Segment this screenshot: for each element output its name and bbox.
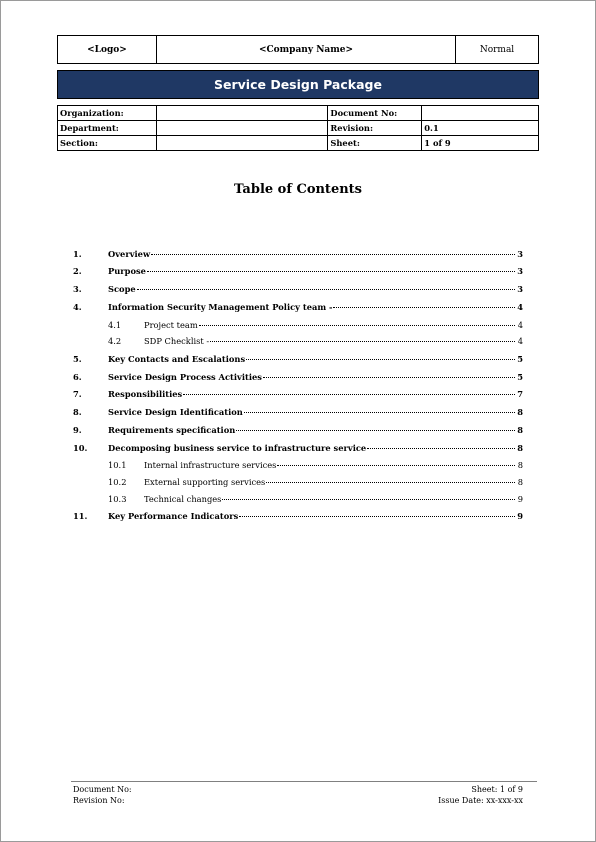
toc-leader-dots: [246, 359, 515, 360]
toc-entry-text: Service Design Identification: [108, 407, 243, 417]
toc-entry-page: 8: [517, 460, 523, 470]
toc-entry-number: 6.: [73, 372, 82, 382]
footer-row: [73, 785, 523, 796]
toc-entry-page: 8: [517, 443, 523, 453]
toc-entry-number: 3.: [73, 284, 82, 294]
toc-entry-text: SDP Checklist -: [144, 336, 210, 346]
toc-entry-number: 1.: [73, 249, 82, 259]
toc-entry[interactable]: [73, 266, 523, 278]
toc-leader-dots: [244, 412, 515, 413]
toc-entry-text: Information Security Management Policy team -: [108, 302, 333, 312]
toc-entry-text: Technical changes: [144, 494, 222, 504]
toc-leader-dots: [333, 307, 515, 308]
meta-row: [58, 121, 539, 136]
organization-label: Organization:: [58, 106, 157, 121]
toc-entry[interactable]: [73, 511, 523, 523]
toc-entry-page: 5: [517, 354, 523, 364]
toc-entry[interactable]: [73, 284, 523, 296]
toc-leader-dots: [199, 325, 515, 326]
toc-entry-text: Decomposing business service to infrastructure service: [108, 443, 367, 453]
toc-leader-dots: [367, 448, 515, 449]
toc-entry-text: Purpose: [108, 266, 146, 276]
toc-entry[interactable]: [73, 302, 523, 314]
toc-entry-page: 9: [517, 494, 523, 504]
toc-entry-number: 7.: [73, 389, 82, 399]
toc-entry-page: 5: [517, 372, 523, 382]
toc-entry-page: 8: [517, 425, 523, 435]
toc-entry-page: 8: [517, 407, 523, 417]
footer-row: [73, 796, 523, 807]
toc-subentry[interactable]: [73, 336, 523, 348]
toc-leader-dots: [239, 516, 515, 517]
toc-entry[interactable]: [73, 425, 523, 437]
department-label: Department:: [58, 121, 157, 136]
toc-entry-page: 3: [517, 249, 523, 259]
department-value: [156, 121, 328, 136]
toc-entry-page: 4: [517, 320, 523, 330]
sheet-value: 1 of 9: [422, 136, 539, 151]
toc-entry-text: External supporting services: [144, 477, 266, 487]
toc-entry-page: 9: [517, 511, 523, 521]
section-value: [156, 136, 328, 151]
toc-entry[interactable]: [73, 407, 523, 419]
toc-entry-number: 8.: [73, 407, 82, 417]
section-label: Section:: [58, 136, 157, 151]
document-meta-table: [57, 105, 539, 151]
toc-entry-page: 4: [517, 336, 523, 346]
meta-row: [58, 106, 539, 121]
toc-entry-page: 8: [517, 477, 523, 487]
toc-entry[interactable]: [73, 389, 523, 401]
toc-leader-dots: [277, 465, 515, 466]
sheet-label: Sheet:: [328, 136, 422, 151]
toc-entry-text: Internal infrastructure services: [144, 460, 277, 470]
toc-entry-text: Key Performance Indicators: [108, 511, 239, 521]
toc-heading: Table of Contents: [234, 182, 362, 197]
revision-label: Revision:: [328, 121, 422, 136]
toc-leader-dots: [263, 377, 515, 378]
document-no-value: [422, 106, 539, 121]
footer-issue-date: Issue Date: xx-xxx-xx: [438, 796, 523, 805]
toc-entry-number: 10.1: [108, 460, 127, 470]
toc-entry[interactable]: [73, 249, 523, 261]
toc-leader-dots: [137, 289, 515, 290]
toc-entry-number: 10.: [73, 443, 88, 453]
toc-leader-dots: [183, 394, 515, 395]
toc-leader-dots: [210, 341, 515, 342]
toc-subentry[interactable]: [73, 494, 523, 506]
footer-sheet: Sheet: 1 of 9: [471, 785, 523, 794]
toc-entry-number: 11.: [73, 511, 88, 521]
meta-row: [58, 136, 539, 151]
toc-leader-dots: [266, 482, 515, 483]
toc-entry-number: 9.: [73, 425, 82, 435]
footer-divider: [71, 781, 537, 782]
document-no-label: Document No:: [328, 106, 422, 121]
toc-entry-number: 10.3: [108, 494, 127, 504]
toc-entry-text: Scope: [108, 284, 136, 294]
toc-entry-page: 3: [517, 284, 523, 294]
document-title: Service Design Package: [57, 70, 539, 99]
toc-subentry[interactable]: [73, 320, 523, 332]
toc-leader-dots: [151, 254, 515, 255]
footer-document-no: Document No:: [73, 785, 132, 794]
toc-entry-text: Requirements specification: [108, 425, 236, 435]
toc-entry-number: 10.2: [108, 477, 127, 487]
toc-entry-number: 5.: [73, 354, 82, 364]
toc-leader-dots: [222, 499, 515, 500]
toc-entry-page: 4: [517, 302, 523, 312]
document-header: [57, 35, 539, 64]
logo-placeholder: <Logo>: [58, 36, 157, 63]
toc-entry-text: Key Contacts and Escalations: [108, 354, 246, 364]
toc-entry-number: 4.2: [108, 336, 122, 346]
toc-entry-page: 3: [517, 266, 523, 276]
toc-entry-number: 4.1: [108, 320, 122, 330]
toc-entry-text: Responsibilities: [108, 389, 183, 399]
organization-value: [156, 106, 328, 121]
toc-leader-dots: [147, 271, 515, 272]
revision-value: 0.1: [422, 121, 539, 136]
classification-status: Normal: [479, 44, 515, 55]
toc-entry-text: Service Design Process Activities: [108, 372, 262, 382]
toc-entry[interactable]: [73, 443, 523, 455]
toc-entry-text: Overview: [108, 249, 151, 259]
toc-entry-text: Project team: [144, 320, 198, 330]
toc-subentry[interactable]: [73, 460, 523, 472]
toc-entry-page: 7: [517, 389, 523, 399]
toc-entry[interactable]: [73, 354, 523, 366]
page-footer: [73, 785, 523, 807]
toc-leader-dots: [236, 430, 515, 431]
toc-entry-number: 2.: [73, 266, 82, 276]
footer-revision-no: Revision No:: [73, 796, 125, 805]
company-name: <Company Name>: [157, 36, 456, 63]
toc-entry[interactable]: [73, 372, 523, 384]
toc-entry-number: 4.: [73, 302, 82, 312]
toc-subentry[interactable]: [73, 477, 523, 489]
